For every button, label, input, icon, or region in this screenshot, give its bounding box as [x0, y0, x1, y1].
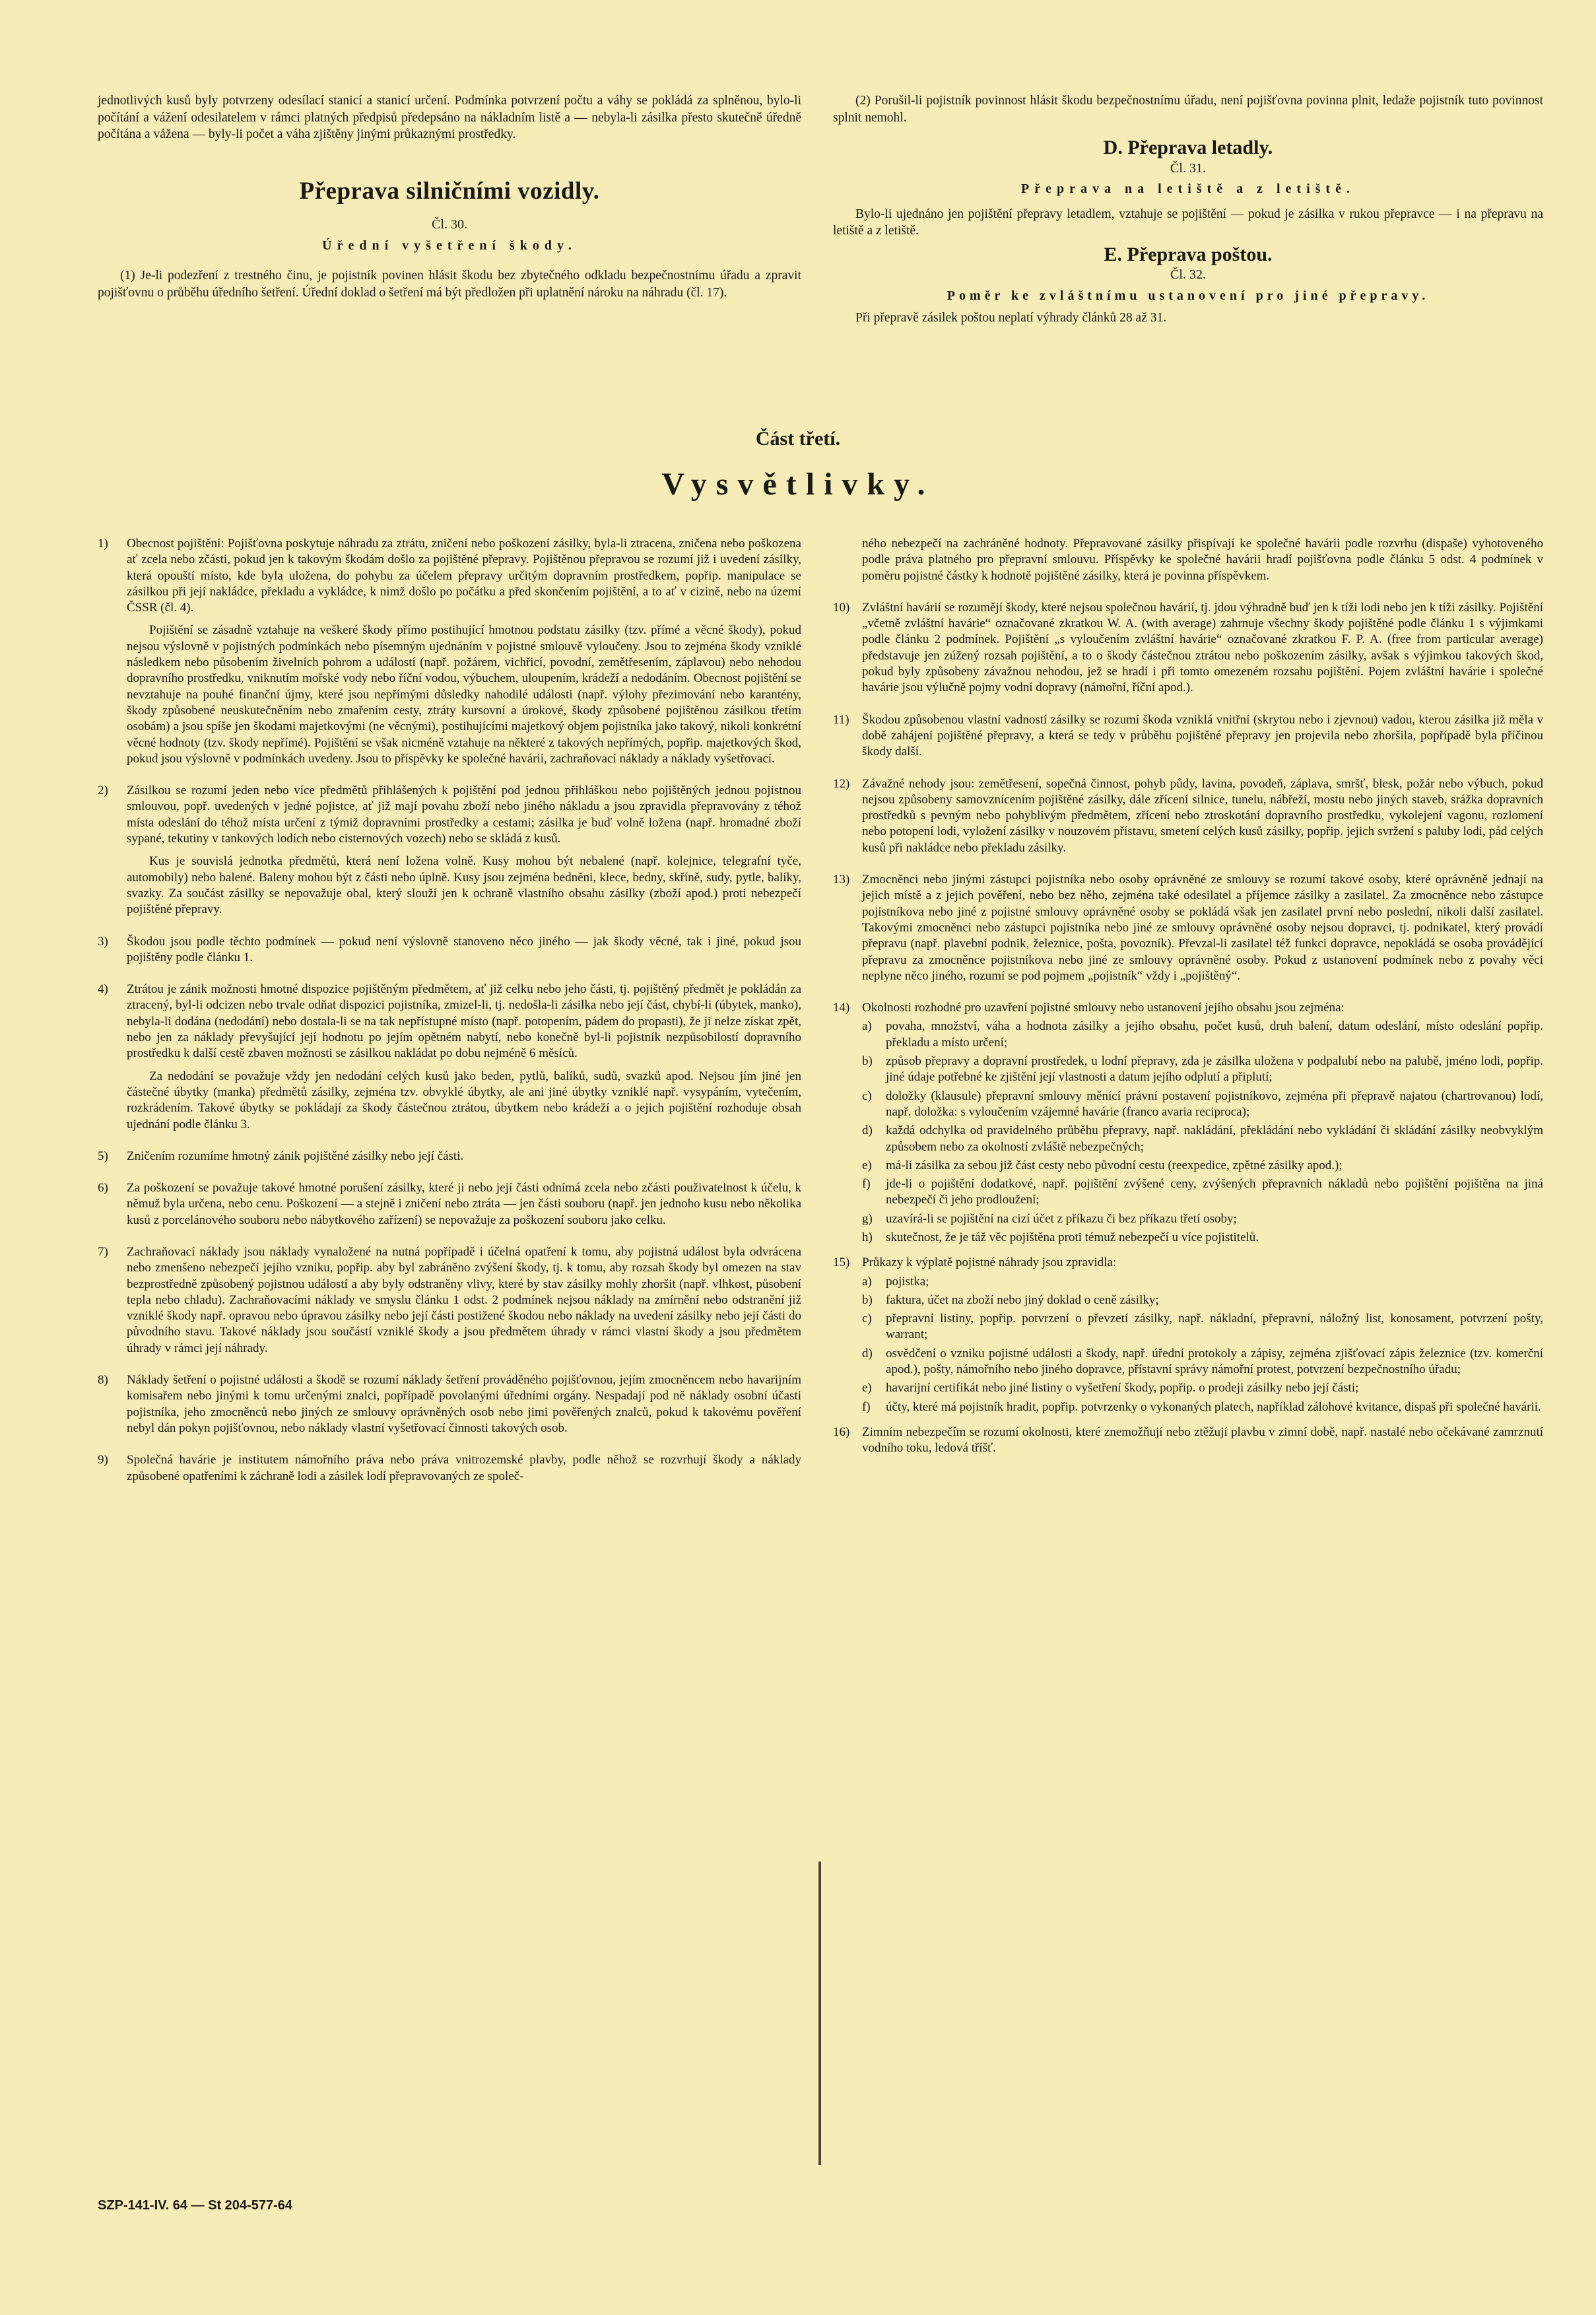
explanation-number: 4) — [98, 982, 108, 997]
explanation-text: Ztrátou je zánik možnosti hmotné dispozice pojištěným předmětem, ať již celku nebo jeho části, tj. pojištěný předmět je pokládán za ztracený, byl-li odcizen nebo trvale odňat dispozici pojistníka, zmizel-li, tj. nedošla-li zásilka nebo její část, chybí-li (úbytek, manko), nebyla-li dodána (nedodání) nebo dostala-li se na tak nepřístupné místo (např. potopením, pádem do propasti), že ji nelze získat zpět, nebo jen za náklady převyšující její hodnotu po jejím opětném nabytí, nebo konečně byl-li pojistník nezpůsobilostí dopravního prostředku k další cestě zbaven možnosti se zásilkou nakládat po dobu nejméně 6 měsíců. — [127, 982, 801, 1061]
explanation-1 — [98, 536, 801, 774]
explanation-number: 6) — [98, 1181, 108, 1195]
article-32-text: Při přepravě zásilek poštou neplatí výhrady článků 28 až 31. — [855, 311, 1167, 325]
list-text: způsob přepravy a dopravní prostředek, u lodní přepravy, zda je zásilka uložena v podpalubí nebo na palubě, jméno lodi, popřip. jiné údaje potřebné ke zjištění její vlastnosti a datum jejího odplutí a připlutí; — [886, 1054, 1543, 1085]
list-item — [862, 1292, 1543, 1308]
explanations-title: Vysvětlivky. — [661, 467, 935, 502]
explanation-7 — [98, 1244, 801, 1363]
list-item — [862, 1176, 1543, 1209]
explanation-text: Průkazy k výplatě pojistné náhrady jsou zpravidla: — [862, 1256, 1117, 1270]
list-marker: g) — [862, 1211, 873, 1226]
explanation-text: Škodou způsobenou vlastní vadností zásilky se rozumí škoda vzniklá vnitřní (skrytou nebo i zjevnou) vadou, kterou zásilka již měla v době zahájení pojištěné přepravy, a která se tedy v průběhu pojištěné přepravy jen projevila nebo zhoršila, popřípadě byla příčinou škody další. — [862, 712, 1543, 759]
list-marker: f) — [862, 1177, 871, 1191]
list-marker: b) — [862, 1054, 873, 1069]
explanation-15 — [833, 1255, 1543, 1415]
list-text: faktura, účet na zboží nebo jiný doklad o ceně zásilky; — [886, 1292, 1159, 1307]
list-text: doložky (klausule) přepravní smlouvy měnící právní postavení pojistníkovo, zejména při přepravě najatou (chartrovanou) lodí, např. doložka: s vyloučením vzájemné havárie (franco avaria reciproca); — [886, 1089, 1543, 1119]
list-item — [862, 1311, 1543, 1343]
article-31-text: Bylo-li ujednáno jen pojištění přepravy letadlem, vztahuje se pojištění — pokud je zásilka v rukou přepravce — i na přepravu na letiště a z letiště. — [833, 207, 1543, 238]
explanation-number: 15) — [833, 1256, 850, 1270]
list-item — [862, 1089, 1543, 1121]
explanation-text: Za poškození se považuje takové hmotné porušení zásilky, které ji nebo její části odnímá zcela nebo zčásti použivatelnost k účelu, k němuž byla určena, nebo cenu. Poškození — a stejně i zničení nebo ztráta — jen části souboru (např. jen jednoho kusu nebo několika kusů z porcelánového souboru nebo nábytkového zařízení) se nepovažuje za poškození souboru jako celku. — [127, 1181, 801, 1227]
road-heading: Přeprava silničními vozidly. — [299, 177, 600, 205]
explanation-13 — [833, 872, 1543, 991]
article-32-number: Čl. 32. — [1170, 267, 1206, 282]
list-item — [862, 1399, 1543, 1415]
explanation-text: Zimním nebezpečím se rozumí okolnosti, které znemožňují nebo ztěžují plavbu v zimní době, např. nastalé nebo očekávané zamrznutí vodního toku, ledová tříšť. — [862, 1425, 1543, 1456]
list-item — [862, 1274, 1543, 1290]
explanation-text: Pojištění se zásadně vztahuje na veškeré škody přímo postihující hmotnou podstatu zásilky (tzv. přímé a věcné škody), pokud nejsou výslovně v pojistných podmínkách nebo písemným ujednáním v pojistné smlouvě vyloučeny. Jsou to zejména škody vzniklé následkem nebo působením živelních pohrom a událostí (např. požárem, vichřicí, povodní, zemětřesením, záplavou) nebo nehodou dopravního prostředku, vniknutím mořské vody nebo říční vodou, výbuchem, uloupením, krádeží a nedodáním. Obecnost pojištění se nevztahuje na pouhé finanční újmy, které jsou nepřímými důsledky nahodilé události (např. výlohy přezimování nebo karantény, škody způsobené neuskutečněním nebo zmařením cesty, ztráty kursovní a úrokové, škody způsobené pojištěnou zásilkou třetím osobám) a jsou spíše jen škodami majetkovými (ne věcnými), postihujícími majetkový objem pojistníka jako takový, nikoli konkrétní věcné hodnoty (tzv. škody nepřímé). Pojištění se však nicméně vztahuje na některé z takových nepřímých, popřip. majetkových škod, pokud jsou výslovně v podmínkách uvedeny. Jsou to příspěvky ke společné havárii, zachraňovací náklady a náklady vyšetřovací. — [127, 623, 801, 766]
article-32-title: Poměr ke zvláštnímu ustanovení pro jiné přepravy. — [947, 288, 1430, 303]
explanation-text: Zásilkou se rozumí jeden nebo více předmětů přihlášených k pojištění pod jednou přihláškou nebo pojištěných jednou pojistnou smlouvou, popř. uvedených v jedné pojistce, ať již mají povahu zboží nebo jiného nákladu a jsou zpravidla přepravovány z téhož místa odeslání do téhož místa určení z týmiž dopravními prostředky a cestami; zásilka je buď volně ložena (např. hromadné zboží sypané, tekutiny v tankových lodích nebo cisternových vozech) nebo se skládá z kusů. — [127, 784, 801, 846]
list-item — [862, 1019, 1543, 1051]
list-text: účty, které má pojistník hradit, popřip. potvrzenky o vykonaných platech, například zálohové kvitance, dispaš při společné havárii. — [886, 1399, 1541, 1414]
list-item — [862, 1211, 1543, 1227]
explanation-number: 2) — [98, 784, 108, 798]
list-marker: a) — [862, 1019, 872, 1034]
intro-paragraph: jednotlivých kusů byly potvrzeny odesílací stanicí a stanicí určení. Podmínka potvrzení počtu a váhy se pokládá za splněnou, bylo-li počítání a vážení odesilatelem v rámci platných předpisů předepsáno na nákladním listě a — nebyla-li zásilka přesto skutečně úředně počítána a vážena — byly-li počet a váha zjištěny jinými průkaznými prostředky. — [98, 94, 801, 141]
list-text: havarijní certifikát nebo jiné listiny o vyšetření škody, popřip. o prodeji zásilky nebo její části; — [886, 1381, 1359, 1395]
explanation-11 — [833, 712, 1543, 767]
explanation-text: Za nedodání se považuje vždy jen nedodání celých kusů jako beden, pytlů, balíků, sudů, svazků apod. Nejsou jím jiné jen částečné úbytky (manka) předmětů zásilky, zejména tzv. obvyklé úbytky, ale ani jiné úbytky vzniklé např. vysypáním, vytečením, rozkrádením. Takové úbytky se pokládají za škody částečnou ztrátou, úbytkem nebo krádeží a o jejich pojištění rozhoduje obsah ujednání podle článku 3. — [127, 1069, 801, 1131]
list-marker: c) — [862, 1089, 872, 1103]
explanation-text: Zachraňovací náklady jsou náklady vynaložené na nutná popřípadě i účelná opatření k tomu, aby pojistná událost byla odvrácena nebo zmenšeno nebezpečí jejího vzniku, popřip. aby byl zabráněno zvýšení škody, tj. k tomu, aby rozsah škody byl omezen na stav bezprostředně způsobený pojistnou událostí a aby byly odstraněny vlivy, které by stav zásilky mohly zhoršit (např. vlhkost, působení tepla nebo chladu). Zachraňovacími náklady ve smyslu článku 1 odst. 2 podmínek nejsou náklady na zmírnění nebo odstranění již vzniklé škody např. opravou nebo úpravou zásilky nebo její části postižené škodou nebo náklady na uvedení zásilky nebo její části do původního stavu. Takové náklady jsou součástí vzniklé škody a jsou předmětem úhrady v rámci vlastní škody a jsou předmětem úhrady v rámci její náhrady. — [127, 1244, 801, 1355]
explanations-right-column — [833, 536, 1543, 1473]
explanation-number: 7) — [98, 1244, 108, 1259]
list-marker: e) — [862, 1158, 872, 1172]
list-marker: f) — [862, 1399, 871, 1414]
list-marker: e) — [862, 1381, 872, 1395]
list-marker: d) — [862, 1124, 873, 1138]
explanation-3 — [98, 934, 801, 973]
list-text: osvědčení o vzniku pojistné události a škody, např. úřední protokoly a zápisy, zejména zjišťovací zápis železnice (tzv. komerční apod.), pošty, námořního nebo jiného dopravce, přístavní správy námořní protest, potvrzení bezpečnostního úřadu; — [886, 1346, 1543, 1377]
post-heading: E. Přeprava poštou. — [1104, 243, 1273, 265]
article-31-number: Čl. 31. — [1170, 160, 1206, 176]
list-marker: h) — [862, 1230, 873, 1244]
article-31-title: Přeprava na letiště a z letiště. — [1021, 182, 1355, 196]
list-text: povaha, množství, váha a hodnota zásilky a jejího obsahu, počet kusů, druh balení, datum odeslání, místo odeslání popřip. překladu a místo určení; — [886, 1019, 1543, 1050]
article-30-paragraph-2: (2) Porušil-li pojistník povinnost hlásit škodu bezpečnostnímu úřadu, není pojišťovna povinna plnit, ledaže pojistník tuto povinnost splnit nemohl. — [833, 94, 1543, 125]
explanation-number: 11) — [833, 712, 849, 727]
explanation-5 — [98, 1149, 801, 1171]
list-text: uzavírá-li se pojištění na cizí účet z příkazu či bez příkazu třetí osoby; — [886, 1211, 1237, 1226]
part-three-heading: Část třetí. — [755, 428, 841, 450]
explanation-text: ného nebezpečí na zachráněné hodnoty. Přepravované zásilky přispívají ke společné havárii podle rozvrhu (dispaše) vyhotoveného podle práva platného pro přepravní smlouvu. Příspěvky ke společné havárii hradí pojišťovna podle článku 5 odst. 4 podmínek v poměru pojistné částky k hodnotě pojištěné zásilky, která je povinna příspěvkem. — [862, 537, 1543, 583]
explanation-text: Náklady šetření o pojistné události a škodě se rozumí náklady šetření prováděného pojišťovnou, jejím zmocněncem nebo havarijním komisařem nebo jinými k tomu určenými znalci, popřípadě povolanými úředními orgány. Nespadají pod ně náklady osobní účasti pojistníka, jeho zmocněnců nebo jiných ze smlouvy oprávněných osob nebo jimi pověřených znalců, pokud k takovému pověření nebyl dán pokyn pojišťovnou, nebo náklady vlastní vyšetřovací činnosti takových osob. — [127, 1373, 801, 1435]
air-heading: D. Přeprava letadly. — [1103, 137, 1273, 158]
explanation-12 — [833, 776, 1543, 863]
list-item — [862, 1054, 1543, 1086]
explanations-left-column — [98, 536, 801, 1500]
explanation-14 — [833, 1000, 1543, 1246]
explanation-9 — [98, 1452, 801, 1491]
explanation-number: 14) — [833, 1001, 850, 1015]
explanation-text: Závažné nehody jsou: zemětřesení, sopečná činnost, pohyb půdy, lavina, povodeň, záplava, smršť, blesk, požár nebo výbuch, pokud nejsou způsobeny samovznícením pojištěné zásilky, dále zřícení silnice, tunelu, nábřeží, mostu nebo jiných staveb, srážka dopravních prostředků s pevným nebo pohyblivým předmětem, zřícení nebo ztroskotání dopravního prostředku, vykolejení vagonu, rozlomení nebo potopení lodi, vyložení zásilky v nouzovém přístavu, smetení celých kusů zásilky, popřip. jejich svržení s paluby lodi, pád celých kusů při nakládce nebo překladu zásilky. — [862, 776, 1543, 855]
explanation-10 — [833, 600, 1543, 703]
explanation-6 — [98, 1180, 801, 1235]
top-left-column — [98, 92, 801, 308]
explanation-text: Společná havárie je institutem námořního práva nebo práva vnitrozemské plavby, podle něhož se rozvrhují škody a náklady způsobené opatřeními k záchraně lodi a zásilek lodí přepravovaných ze společ- — [127, 1453, 801, 1483]
top-right-column — [833, 92, 1543, 333]
explanation-text: Okolnosti rozhodné pro uzavření pojistné smlouvy nebo ustanovení jejího obsahu jsou zejména: — [862, 1001, 1345, 1015]
explanation-number: 1) — [98, 537, 108, 551]
margin-bracket — [818, 1862, 821, 2165]
explanation-number: 13) — [833, 873, 850, 887]
explanation-8 — [98, 1372, 801, 1443]
explanation-text: Kus je souvislá jednotka předmětů, která není ložena volně. Kusy mohou být nebalené (např. kolejnice, telegrafní tyče, automobily) nebo balené. Baleny mohou být z části nebo úplně. Kusy jsou zejména bedněni, klece, bedny, skříně, sudy, pytle, balíky, svazky. Za součást zásilky se nepovažuje obal, který slouží jen k ochraně vlastního obsahu zásilky (zboží apod.) proti nebezpečí pojištěné přepravy. — [127, 854, 801, 917]
explanation-number: 16) — [833, 1425, 850, 1439]
list-text: přepravní listiny, popřip. potvrzení o převzetí zásilky, např. nákladní, přepravní, náložný list, konosament, potvrzení pošty, warrant; — [886, 1312, 1543, 1342]
list-marker: b) — [862, 1292, 873, 1307]
form-code-footer: SZP-141-IV. 64 — St 204-577-64 — [98, 2198, 292, 2213]
article-30-text: (1) Je-li podezření z trestného činu, je pojistník povinen hlásit škodu bez zbytečného odkladu bezpečnostnímu úřadu a zpravit pojišťovnu o průběhu úředního šetření. Úřední doklad o šetření má být předložen při uplatnění nároku na náhradu (čl. 17). — [98, 269, 801, 300]
list-text: každá odchylka od pravidelného průběhu přepravy, např. nakládání, překládání nebo vykládání či skládání zásilky neobvyklým způsobem nebo za okolností zvláště nebezpečných; — [886, 1124, 1543, 1154]
explanation-text: Zmocněnci nebo jinými zástupci pojistníka nebo osoby oprávněné ze smlouvy se rozumí takové osoby, které oprávněně jednají na jejich místě a z jejich pověření, nebo bez něho, zejména také odesilatel a příjemce zásilky a zasilatel. Za zmocněnce nebo zástupce pojistníkova nebo jiné z pojistné smlouvy oprávněné osoby se pokládá však jen zasilatel první nebo poslední, nikoli další zasilatel. Takovými zmocněnci nebo zástupci pojistníka nebo jiné ze smlouvy oprávněné osoby nejsou dopravci, tj. podnikatel, který provádí přepravu (např. plavební podnik, železnice, pošta, povozník). Převzal-li zasilatel též funkci dopravce, nepokládá se osoba provádějící přepravu za zmocněnce pojistníkova nebo jiné ze smlouvy oprávněné osoby. Pokud z ustanovení podmínek nebo z povahy věci neplyne něco jiného, rozumí se pod pojmem „pojistník“ vždy i „pojištěný“. — [862, 873, 1543, 983]
explanation-number: 12) — [833, 776, 850, 791]
list-marker: c) — [862, 1312, 872, 1326]
explanation-number: 3) — [98, 934, 108, 949]
explanation-4 — [98, 982, 801, 1139]
explanation-text: Zvláštní havárií se rozumějí škody, které nejsou společnou havárií, tj. jdou výhradně buď jen k tíži lodi nebo jen k tíži zásilky. Pojištění „včetně zvláštní havárie“ označované zkratkou W. A. (with average) zahrnuje všechny škody pojištěné podle článku 1 s výjimkami podle článku 2 podmínek. Pojištění „s vyloučením zvláštní havárie“ označované zkratkou F. P. A. (free from particular average) představuje jen zúžený rozsah pojištění, a to o škody částečnou ztrátou nebo poškozením zásilky, avšak s výjimkou takových škod, pokud byly způsobeny závažnou nehodou, jež se hradí i při tomto omezeném rozsahu pojištění. Pojem zvláštní havárie i společné havárie jsou výlučně pojmy vodní dopravy (námořní, říční apod.). — [862, 600, 1543, 695]
list-text: pojistka; — [886, 1274, 929, 1289]
explanation-text: Škodou jsou podle těchto podmínek — pokud není výslovně stanoveno něco jiného — jak škody věcné, tak i jiné, pokud jsou pojištěny podle článku 1. — [127, 934, 801, 964]
list-marker: a) — [862, 1274, 872, 1289]
article-30-number: Čl. 30. — [432, 217, 467, 232]
list-text: má-li zásilka za sebou již část cesty nebo původní cestu (reexpedice, zpětné zásilky apod.); — [886, 1158, 1343, 1172]
explanation-number: 5) — [98, 1149, 108, 1163]
list-marker: d) — [862, 1346, 873, 1360]
explanation-2 — [98, 783, 801, 924]
explanation-text: Zničením rozumíme hmotný zánik pojištěné zásilky nebo její části. — [127, 1149, 464, 1163]
article-30-title: Úřední vyšetření škody. — [322, 238, 577, 253]
explanation-text: Obecnost pojištění: Pojišťovna poskytuje náhradu za ztrátu, zničení nebo poškození zásilky, byla-li ztracena, zničena nebo poškozena ať zcela nebo zčásti, pokud jen k takovým škodám došlo za pojištěné přepravy. Pojištěnou přepravou se rozumí již i uvedení zásilky, která opouští místo, kde byla uložena, do pohybu za účelem přepravy určitým dopravním prostředkem, popřip. manipulace se zásilkou při její nakládce, překladu a vykládce, k nimž došlo po počátku a před skončením pojištění, a to ať v cizině, nebo na území ČSSR (čl. 4). — [127, 537, 801, 615]
explanation-number: 10) — [833, 600, 850, 615]
list-item — [862, 1346, 1543, 1378]
list-text: jde-li o pojištění dodatkové, např. pojištění zvýšené ceny, zvýšených přepravních nákladů nebo pojištění pojištěna na jiná nebezpečí či jeho prodloužení; — [886, 1177, 1543, 1207]
list-text: skutečnost, že je táž věc pojištěna proti témuž nebezpečí u více pojistitelů. — [886, 1230, 1259, 1244]
explanation-9-continued — [833, 536, 1543, 591]
explanation-number: 9) — [98, 1453, 108, 1467]
explanation-16 — [833, 1425, 1543, 1463]
list-item — [862, 1380, 1543, 1396]
explanation-number: 8) — [98, 1373, 108, 1388]
list-item — [862, 1123, 1543, 1155]
list-item — [862, 1158, 1543, 1174]
list-item — [862, 1230, 1543, 1246]
